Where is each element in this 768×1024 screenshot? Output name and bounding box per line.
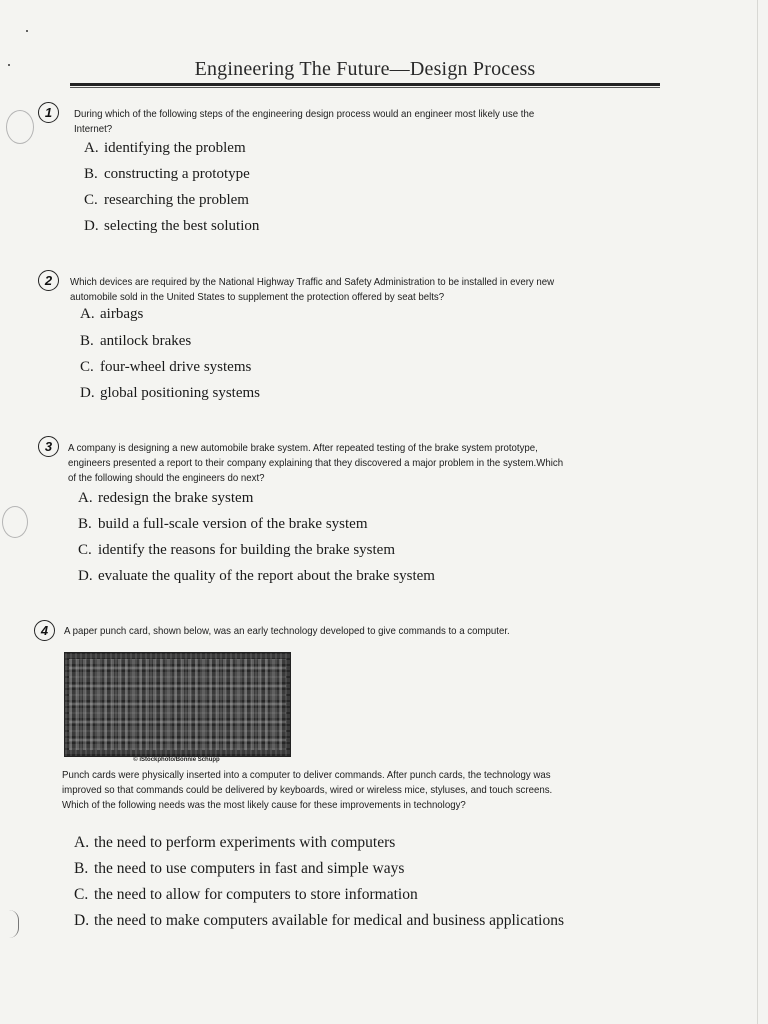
stem-line: automobile sold in the United States to supplement the protection offered by seat belts? bbox=[70, 291, 445, 303]
choice-c: C. four-wheel drive systems bbox=[80, 359, 252, 375]
followup-line: Which of the following needs was the most likely cause for these improvements in technology? bbox=[62, 799, 466, 811]
question-stem bbox=[68, 441, 666, 486]
choice-a: A. the need to perform experiments with computers bbox=[74, 834, 396, 851]
choice-d: D. global positioning systems bbox=[80, 385, 261, 401]
question-stem bbox=[70, 275, 659, 305]
scan-speck bbox=[8, 64, 10, 66]
page-edge bbox=[757, 0, 758, 1024]
choice-d: D. selecting the best solution bbox=[84, 218, 260, 234]
margin-hole-mark bbox=[6, 110, 34, 144]
question-stem bbox=[74, 107, 626, 137]
margin-hole-mark bbox=[2, 506, 28, 538]
choice-a: A. identifying the problem bbox=[84, 140, 246, 156]
scan-speck bbox=[26, 30, 28, 32]
choice-c: C. the need to allow for computers to store information bbox=[74, 886, 418, 903]
question-number: 2 bbox=[38, 270, 59, 291]
stem-line: of the following should the engineers do next? bbox=[68, 472, 265, 484]
choice-a: A. airbags bbox=[80, 306, 144, 322]
question-stem bbox=[64, 624, 616, 639]
margin-hole-mark bbox=[4, 910, 19, 938]
choice-a: A. redesign the brake system bbox=[78, 490, 254, 506]
punch-card-holes bbox=[69, 659, 286, 750]
punch-card-image bbox=[64, 652, 291, 757]
choice-c: C. identify the reasons for building the brake system bbox=[78, 542, 396, 558]
question-followup bbox=[62, 768, 669, 813]
question-number: 3 bbox=[38, 436, 59, 457]
stem-line: Internet? bbox=[74, 123, 113, 135]
followup-line: Punch cards were physically inserted into a computer to deliver commands. After punch cards, the technology was bbox=[62, 769, 551, 781]
title-rule-thin bbox=[70, 87, 660, 88]
stem-line: engineers presented a report to their company explaining that they discovered a major problem in the system.Which bbox=[68, 457, 564, 469]
choice-b: B. antilock brakes bbox=[80, 333, 192, 349]
question-number: 1 bbox=[38, 102, 59, 123]
stem-line: During which of the following steps of the engineering design process would an engineer most likely use the bbox=[74, 108, 535, 120]
choice-b: B. the need to use computers in fast and simple ways bbox=[74, 860, 405, 877]
page-title: Engineering The Future—Design Process bbox=[194, 58, 536, 80]
choice-d: D. the need to make computers available for medical and business applications bbox=[74, 912, 565, 929]
followup-line: improved so that commands could be delivered by keyboards, wired or wireless mice, styluses, and touch screens. bbox=[62, 784, 553, 796]
image-credit: © iStockphoto/Bonnie Schupp bbox=[133, 757, 220, 763]
choice-b: B. constructing a prototype bbox=[84, 166, 250, 182]
choice-b: B. build a full-scale version of the brake system bbox=[78, 516, 368, 532]
question-number: 4 bbox=[34, 620, 55, 641]
stem-line: Which devices are required by the National Highway Traffic and Safety Administration to be installed in every new bbox=[70, 276, 555, 288]
choice-d: D. evaluate the quality of the report about the brake system bbox=[78, 568, 435, 584]
stem-line: A company is designing a new automobile brake system. After repeated testing of the brake system prototype, bbox=[68, 442, 538, 454]
stem-line: A paper punch card, shown below, was an early technology developed to give commands to a computer. bbox=[64, 625, 510, 637]
title-rule bbox=[70, 83, 660, 86]
choice-c: C. researching the problem bbox=[84, 192, 249, 208]
